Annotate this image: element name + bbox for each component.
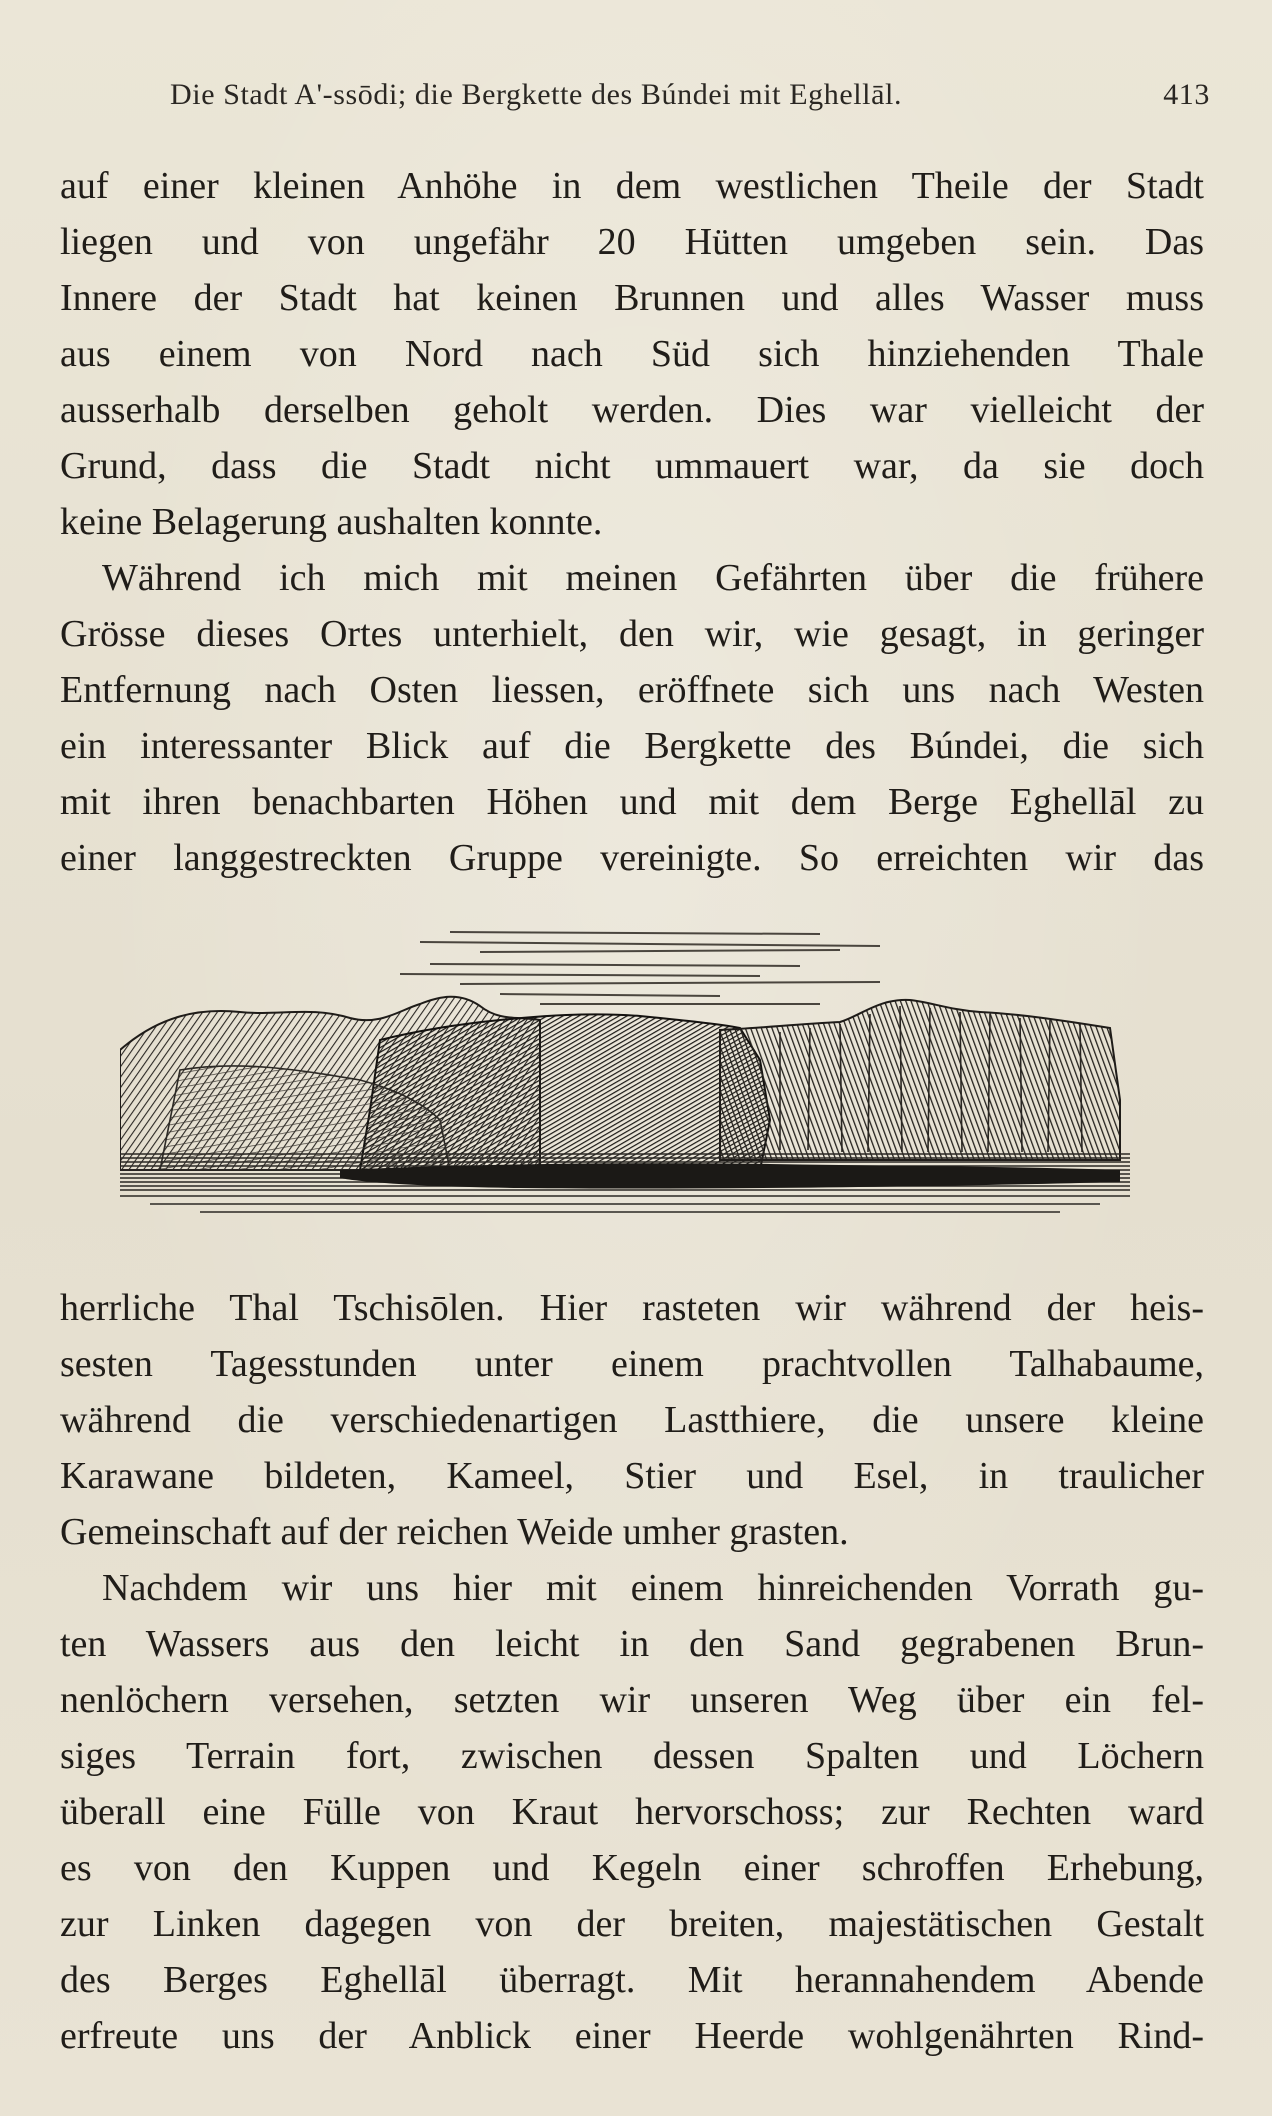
text-line: erfreute uns der Anblick einer Heerde wohlgenährten Rind- <box>60 2015 1204 2057</box>
paragraph-1 <box>60 158 1204 550</box>
text-line: des Berges Eghellāl überragt. Mit herannahendem Abende <box>60 1959 1204 2001</box>
text-line: überall eine Fülle von Kraut hervorschoss; zur Rechten ward <box>60 1791 1204 1833</box>
text-line: einer langgestreckten Gruppe vereinigte. So erreichten wir das <box>60 837 1204 879</box>
text-line: ausserhalb derselben geholt werden. Dies war vielleicht der <box>60 389 1204 431</box>
text-line: auf einer kleinen Anhöhe in dem westlichen Theile der Stadt <box>60 165 1204 207</box>
text-line: Nachdem wir uns hier mit einem hinreichenden Vorrath gu- <box>102 1567 1204 1609</box>
text-line: Entfernung nach Osten liessen, eröffnete sich uns nach Westen <box>60 669 1204 711</box>
page-number: 413 <box>1163 78 1210 111</box>
ground-lines <box>120 1196 1130 1212</box>
text-line: Während ich mich mit meinen Gefährten über die frühere <box>102 557 1204 599</box>
text-line: keine Belagerung aushalten konnte. <box>60 501 603 543</box>
text-line: zur Linken dagegen von der breiten, majestätischen Gestalt <box>60 1903 1204 1945</box>
paragraph-4 <box>60 1560 1204 2064</box>
text-line: ein interessanter Blick auf die Bergkette des Búndei, die sich <box>60 725 1204 767</box>
text-line: sesten Tagesstunden unter einem prachtvollen Talhabaume, <box>60 1343 1204 1385</box>
text-line: es von den Kuppen und Kegeln einer schroffen Erhebung, <box>60 1847 1204 1889</box>
paragraph-2 <box>60 550 1204 886</box>
text-line: Innere der Stadt hat keinen Brunnen und alles Wasser muss <box>60 277 1204 319</box>
text-line: mit ihren benachbarten Höhen und mit dem Berge Eghellāl zu <box>60 781 1204 823</box>
text-line: ten Wassers aus den leicht in den Sand gegrabenen Brun- <box>60 1623 1204 1665</box>
text-line: siges Terrain fort, zwischen dessen Spalten und Löchern <box>60 1735 1204 1777</box>
text-line: aus einem von Nord nach Süd sich hinziehenden Thale <box>60 333 1204 375</box>
running-head <box>170 78 1210 118</box>
running-head-title: Die Stadt A'-ssōdi; die Bergkette des Búndei mit Eghellāl. <box>170 78 903 111</box>
mountain-range-engraving <box>120 920 1140 1250</box>
text-line: Gemeinschaft auf der reichen Weide umher grasten. <box>60 1511 849 1553</box>
text-line: Karawane bildeten, Kameel, Stier und Esel, in traulicher <box>60 1455 1204 1497</box>
text-line: liegen und von ungefähr 20 Hütten umgeben sein. Das <box>60 221 1204 263</box>
text-line: Grösse dieses Ortes unterhielt, den wir, wie gesagt, in geringer <box>60 613 1204 655</box>
text-line: herrliche Thal Tschisōlen. Hier rasteten wir während der heis- <box>60 1287 1204 1329</box>
text-line: Grund, dass die Stadt nicht ummauert war, da sie doch <box>60 445 1204 487</box>
text-line: nenlöchern versehen, setzten wir unseren Weg über ein fel- <box>60 1679 1204 1721</box>
text-line: während die verschiedenartigen Lastthiere, die unsere kleine <box>60 1399 1204 1441</box>
paragraph-3 <box>60 1280 1204 1560</box>
engraving-svg <box>120 920 1140 1250</box>
cloud-strokes <box>400 932 880 1004</box>
